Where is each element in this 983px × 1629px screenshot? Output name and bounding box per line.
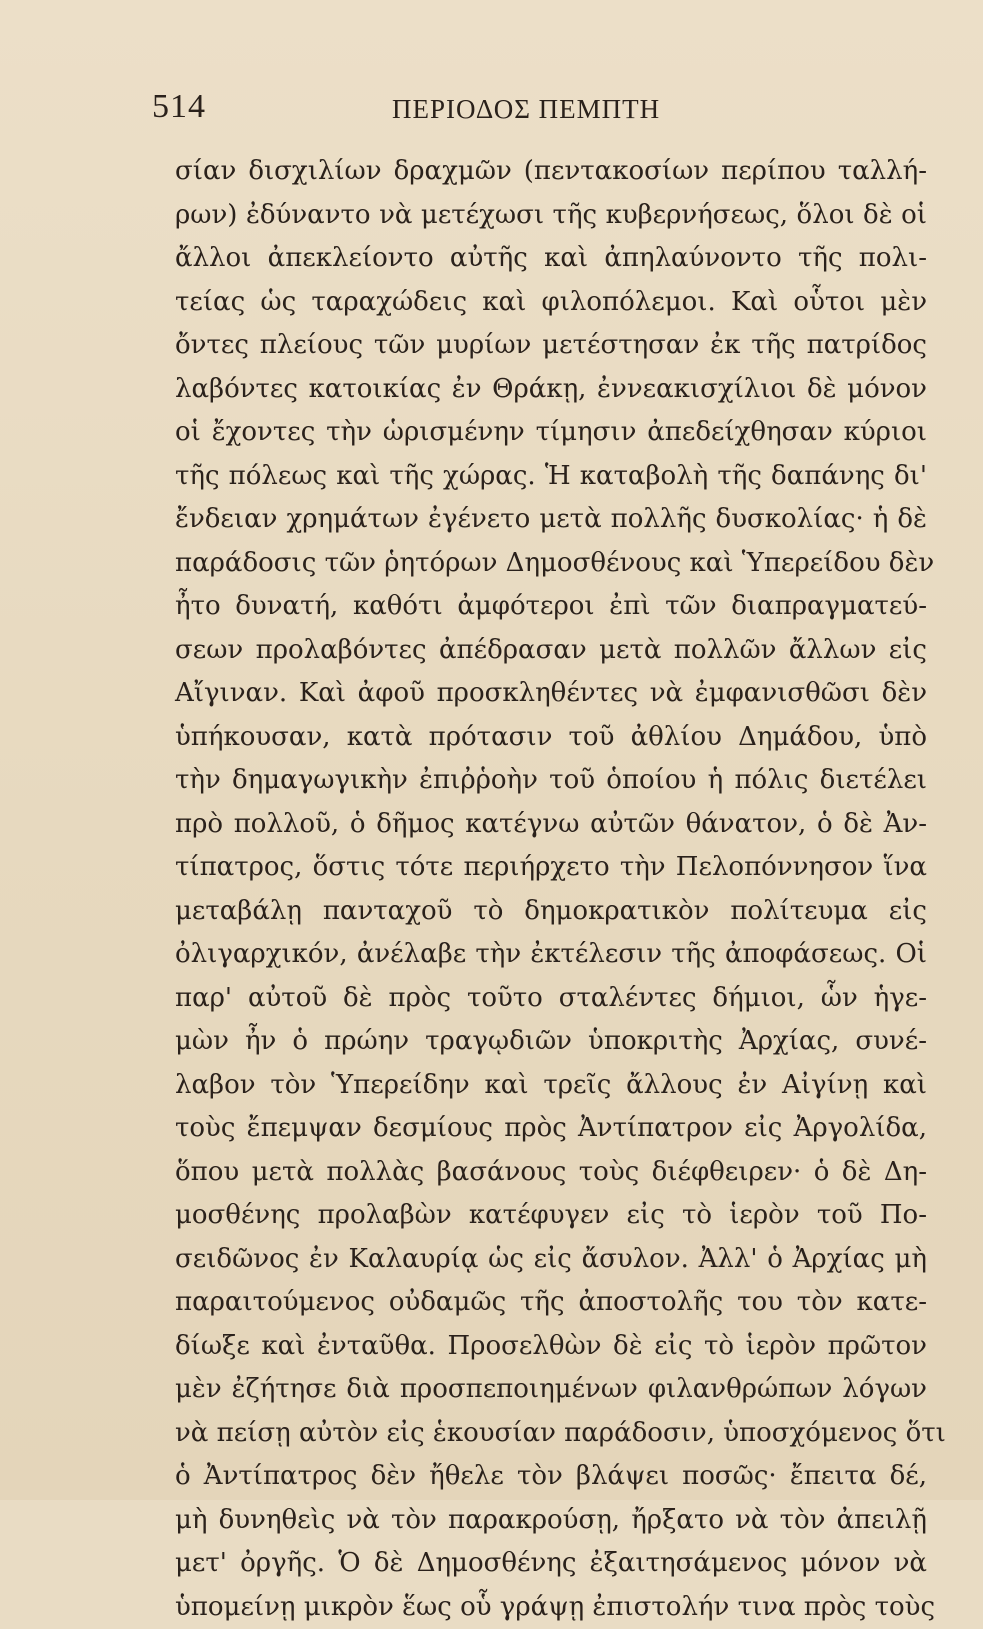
text-line: τείας ὡς ταραχώδεις καὶ φιλοπόλεμοι. Καὶ οὗτοι μὲν <box>175 281 927 325</box>
text-line: δίωξε καὶ ἐνταῦθα. Προσελθὼν δὲ εἰς τὸ ἱερὸν πρῶτον <box>175 1325 927 1369</box>
text-line: λαβόντες κατοικίας ἐν Θράκῃ, ἐννεακισχίλιοι δὲ μόνον <box>175 368 927 412</box>
text-line: τίπατρος, ὅστις τότε περιήρχετο τὴν Πελοπόννησον ἵνα <box>175 846 927 890</box>
text-line: μὲν ἐζήτησε διὰ προσπεποιημένων φιλανθρώπων λόγων <box>175 1368 927 1412</box>
text-line: σειδῶνος ἐν Καλαυρίᾳ ὡς εἰς ἄσυλον. Ἀλλ' ὁ Ἀρχίας μὴ <box>175 1238 927 1282</box>
text-line: τῆς πόλεως καὶ τῆς χώρας. Ἡ καταβολὴ τῆς δαπάνης δι' <box>175 455 927 499</box>
text-line: παρ' αὐτοῦ δὲ πρὸς τοῦτο σταλέντες δήμιοι, ὧν ἡγε- <box>175 977 927 1021</box>
section-title: ΠΕΡΙΟΔΟΣ ΠΕΜΠΤΗ <box>392 94 660 125</box>
text-line: ὅπου μετὰ πολλὰς βασάνους τοὺς διέφθειρεν· ὁ δὲ Δη- <box>175 1151 927 1195</box>
text-line: σεων προλαβόντες ἀπέδρασαν μετὰ πολλῶν ἄλλων εἰς <box>175 629 927 673</box>
text-line: μοσθένης προλαβὼν κατέφυγεν εἰς τὸ ἱερὸν τοῦ Πο- <box>175 1194 927 1238</box>
text-line: μὼν ἦν ὁ πρώην τραγῳδιῶν ὑποκριτὴς Ἀρχίας, συνέ- <box>175 1020 927 1064</box>
text-line: πρὸ πολλοῦ, ὁ δῆμος κατέγνω αὐτῶν θάνατον, ὁ δὲ Ἀν- <box>175 803 927 847</box>
text-line: μεταβάλῃ πανταχοῦ τὸ δημοκρατικὸν πολίτευμα εἰς <box>175 890 927 934</box>
text-line: ρων) ἐδύναντο νὰ μετέχωσι τῆς κυβερνήσεως, ὅλοι δὲ οἱ <box>175 194 927 238</box>
text-line: ἔνδειαν χρημάτων ἐγένετο μετὰ πολλῆς δυσκολίας· ἡ δὲ <box>175 498 927 542</box>
text-line: ἦτο δυνατή, καθότι ἀμφότεροι ἐπὶ τῶν διαπραγματεύ- <box>175 585 927 629</box>
text-line: μὴ δυνηθεὶς νὰ τὸν παρακρούσῃ, ἤρξατο νὰ τὸν ἀπειλῇ <box>175 1499 927 1543</box>
text-line: σίαν δισχιλίων δραχμῶν (πεντακοσίων περίπου ταλλή- <box>175 150 927 194</box>
page-number: 514 <box>152 88 206 126</box>
text-line: ὀλιγαρχικόν, ἀνέλαβε τὴν ἐκτέλεσιν τῆς ἀποφάσεως. Οἱ <box>175 933 927 977</box>
text-line: Αἴγιναν. Καὶ ἀφοῦ προσκληθέντες νὰ ἐμφανισθῶσι δὲν <box>175 672 927 716</box>
text-line: τοὺς ἔπεμψαν δεσμίους πρὸς Ἀντίπατρον εἰς Ἀργολίδα, <box>175 1107 927 1151</box>
running-head <box>152 88 932 138</box>
text-line: ὄντες πλείους τῶν μυρίων μετέστησαν ἐκ τῆς πατρίδος <box>175 324 927 368</box>
text-line: ὑπομείνῃ μικρὸν ἕως οὗ γράψῃ ἐπιστολήν τινα πρὸς τοὺς <box>175 1586 927 1629</box>
text-line: οἱ ἔχοντες τὴν ὡρισμένην τίμησιν ἀπεδείχθησαν κύριοι <box>175 411 927 455</box>
text-line: ὁ Ἀντίπατρος δὲν ἤθελε τὸν βλάψει ποσῶς· ἔπειτα δέ, <box>175 1455 927 1499</box>
text-line: παράδοσις τῶν ῥητόρων Δημοσθένους καὶ Ὑπερείδου δὲν <box>175 542 927 586</box>
text-line: ἄλλοι ἀπεκλείοντο αὐτῆς καὶ ἀπηλαύνοντο τῆς πολι- <box>175 237 927 281</box>
text-line: παραιτούμενος οὐδαμῶς τῆς ἀποστολῆς του τὸν κατε- <box>175 1281 927 1325</box>
text-line: λαβον τὸν Ὑπερείδην καὶ τρεῖς ἄλλους ἐν Αἰγίνῃ καὶ <box>175 1064 927 1108</box>
text-line: μετ' ὀργῆς. Ὁ δὲ Δημοσθένης ἐξαιτησάμενος μόνον νὰ <box>175 1542 927 1586</box>
text-line: τὴν δημαγωγικὴν ἐπιῤῥοὴν τοῦ ὁποίου ἡ πόλις διετέλει <box>175 759 927 803</box>
text-line: ὑπήκουσαν, κατὰ πρότασιν τοῦ ἀθλίου Δημάδου, ὑπὸ <box>175 716 927 760</box>
body-text <box>175 150 935 1629</box>
text-line: νὰ πείσῃ αὐτὸν εἰς ἑκουσίαν παράδοσιν, ὑποσχόμενος ὅτι <box>175 1412 927 1456</box>
